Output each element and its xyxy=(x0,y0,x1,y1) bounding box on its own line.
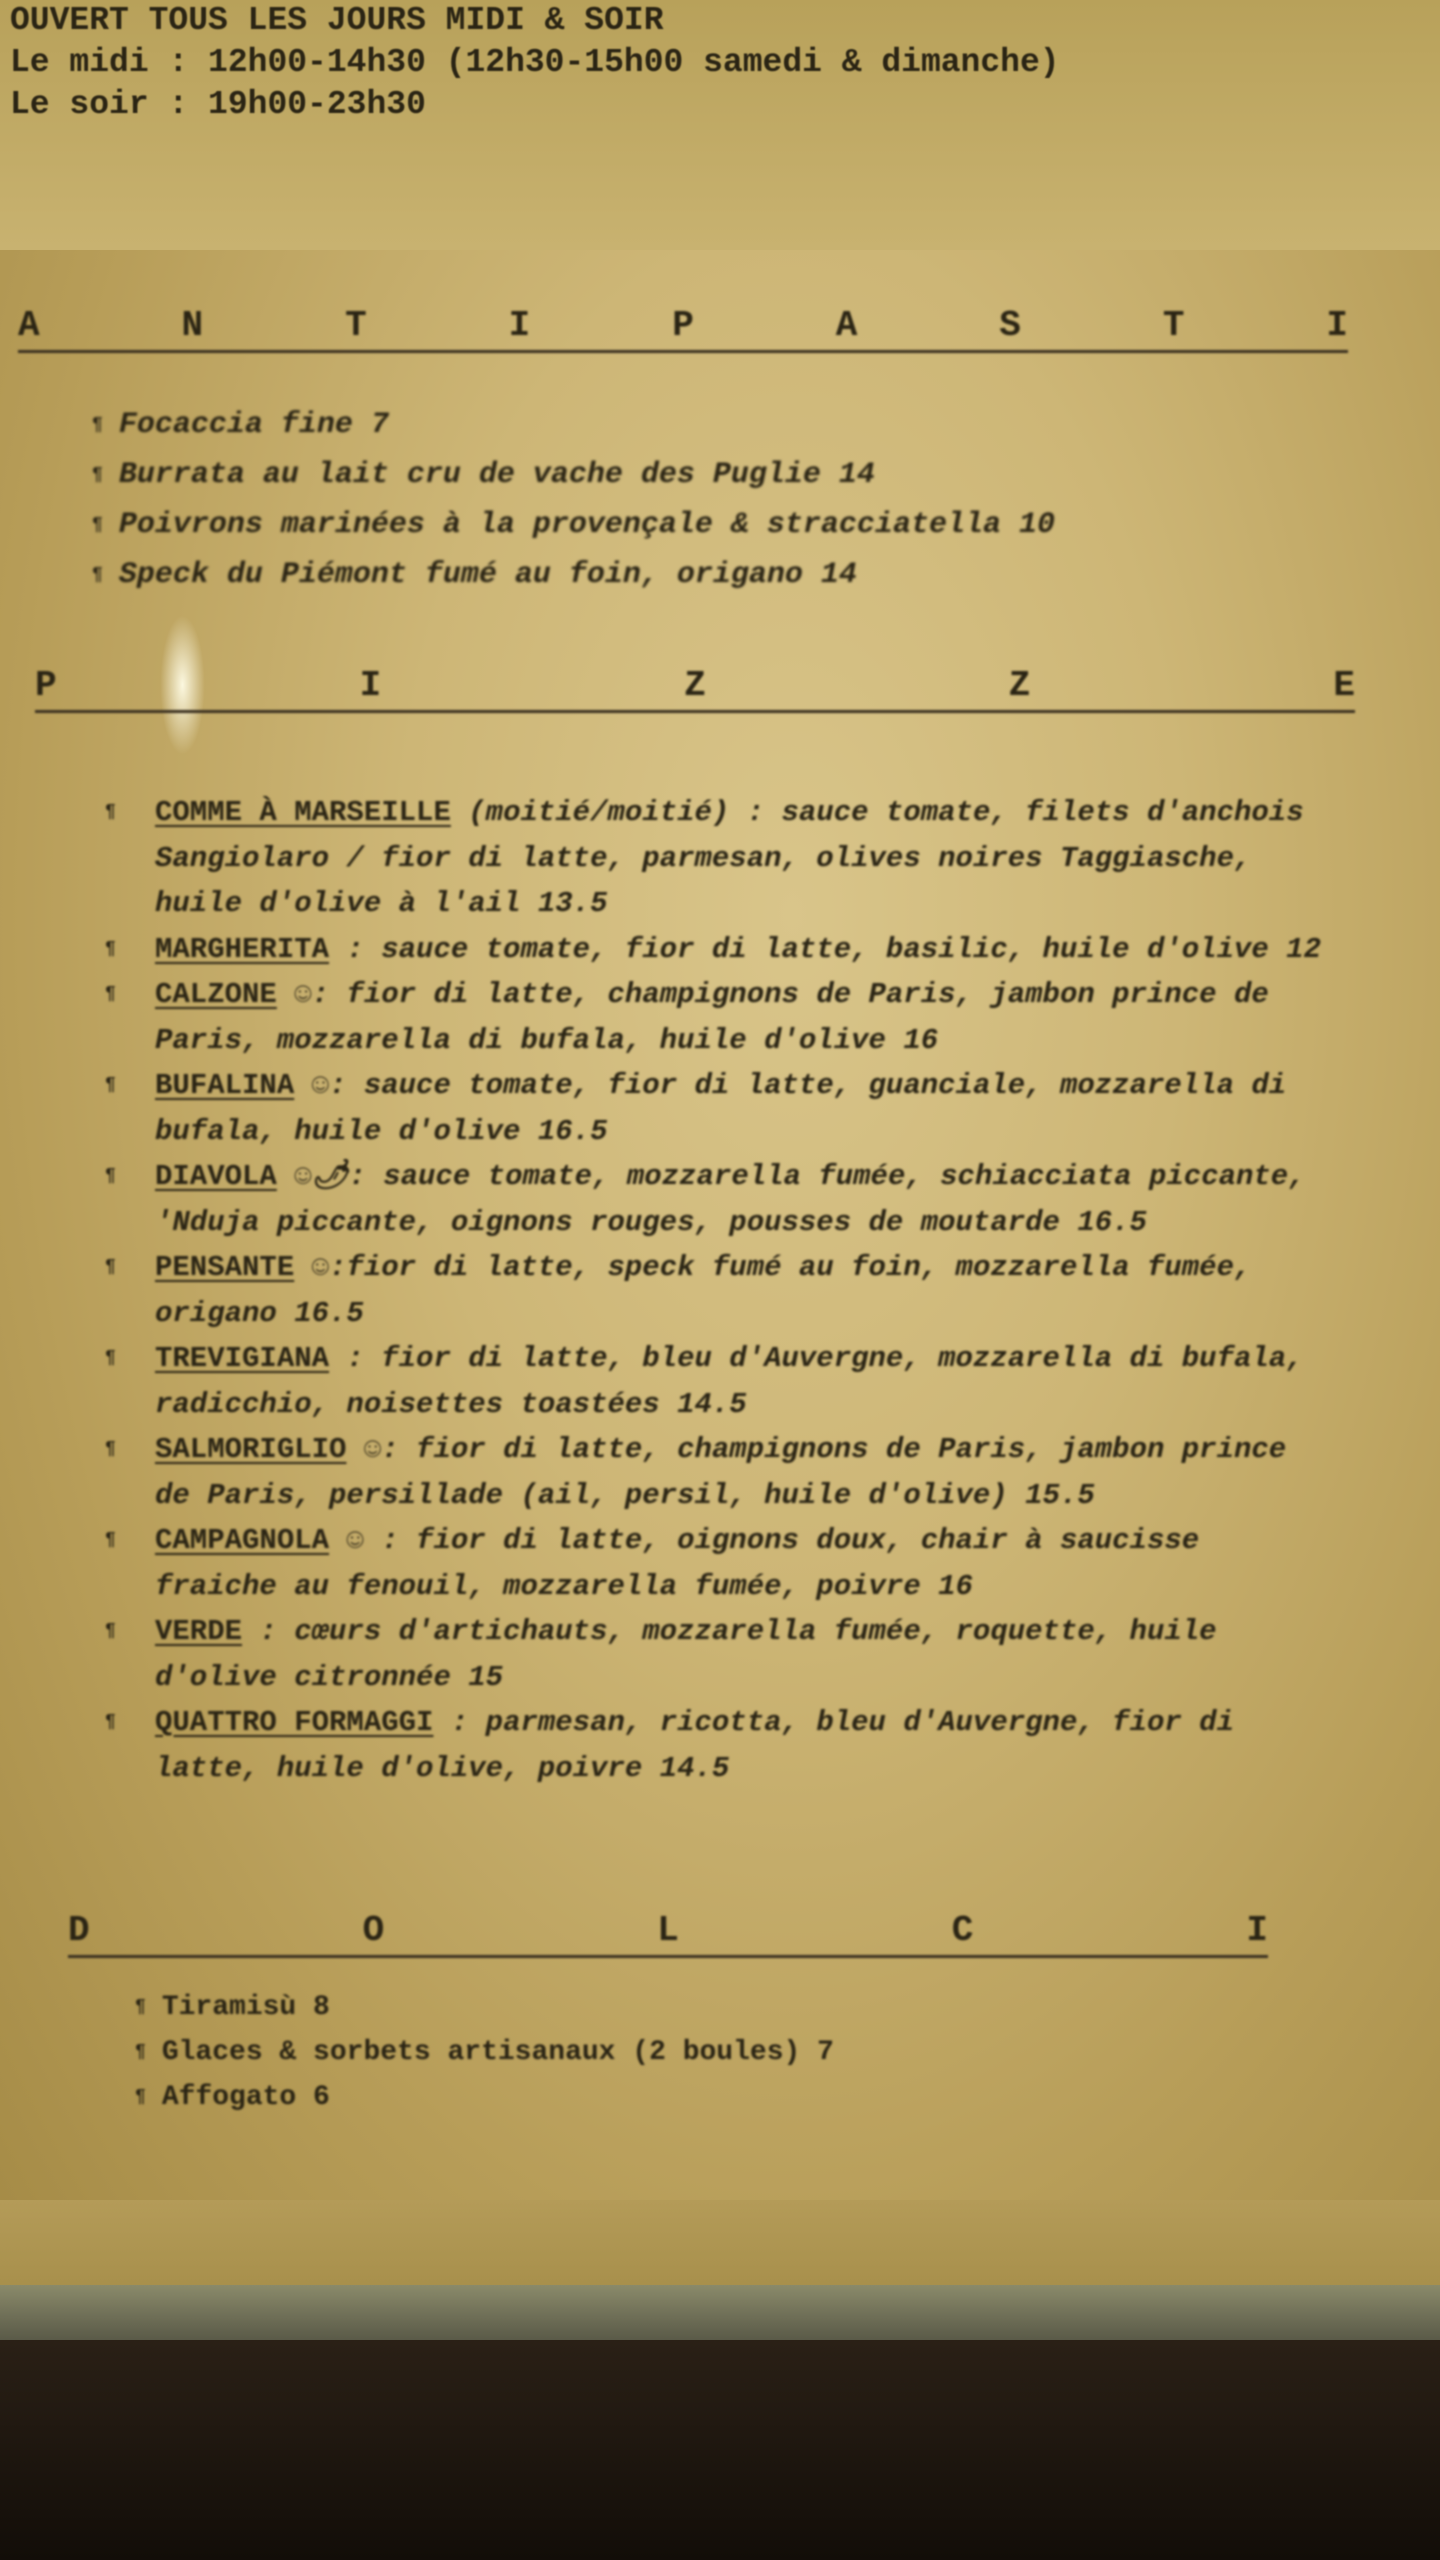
pilcrow-bullet-icon: ¶ xyxy=(105,1712,116,1732)
pizza-description: : fior di latte, bleu d'Auvergne, mozzarella di bufala, radicchio, noisettes toastées 14.5 xyxy=(155,1342,1304,1421)
title-letter: P xyxy=(35,665,57,706)
pilcrow-bullet-icon: ¶ xyxy=(135,1997,146,2017)
pizza-item xyxy=(105,1063,1335,1154)
section-title-pizze xyxy=(35,665,1355,713)
pilcrow-bullet-icon: ¶ xyxy=(105,1348,116,1368)
pilcrow-bullet-icon: ¶ xyxy=(92,415,103,435)
section-title-antipasti xyxy=(18,305,1348,353)
title-letter: Z xyxy=(684,665,706,706)
pilcrow-bullet-icon: ¶ xyxy=(92,565,103,585)
pizza-item xyxy=(105,790,1335,927)
title-letter: I xyxy=(1326,305,1348,346)
pizza-item xyxy=(105,1427,1335,1518)
antipasti-list xyxy=(92,400,1055,600)
title-letter: C xyxy=(951,1910,974,1951)
pilcrow-bullet-icon: ¶ xyxy=(105,1075,116,1095)
pizza-description: ☺: sauce tomate, fior di latte, guanciale, mozzarella di bufala, huile d'olive 16.5 xyxy=(155,1069,1287,1148)
pizza-item xyxy=(105,1336,1335,1427)
pilcrow-bullet-icon: ¶ xyxy=(135,2042,146,2062)
frame-edge xyxy=(0,2285,1440,2340)
title-letter: A xyxy=(18,305,40,346)
pilcrow-bullet-icon: ¶ xyxy=(105,984,116,1004)
pilcrow-bullet-icon: ¶ xyxy=(105,1621,116,1641)
pilcrow-bullet-icon: ¶ xyxy=(105,1439,116,1459)
pizza-description: ☺:fior di latte, speck fumé au foin, mozzarella fumée, origano 16.5 xyxy=(155,1251,1252,1330)
pizza-name: SALMORIGLIO xyxy=(155,1433,347,1466)
title-letter: S xyxy=(999,305,1021,346)
pizza-item xyxy=(105,1245,1335,1336)
list-item: ¶ Burrata au lait cru de vache des Puglie 14 xyxy=(92,458,875,492)
pizza-name: BUFALINA xyxy=(155,1069,295,1102)
title-letter: N xyxy=(181,305,204,346)
pizza-name: PENSANTE xyxy=(155,1251,295,1284)
list-item: ¶ Poivrons marinées à la provençale & stracciatella 10 xyxy=(92,508,1055,542)
pizza-item xyxy=(105,1518,1335,1609)
pizza-name: QUATTRO FORMAGGI xyxy=(155,1706,434,1739)
pizza-item xyxy=(105,927,1335,973)
opening-hours xyxy=(10,0,1060,126)
section-title-dolci xyxy=(68,1910,1268,1958)
pizza-name: CAMPAGNOLA xyxy=(155,1524,330,1557)
title-letter: L xyxy=(657,1910,679,1951)
pilcrow-bullet-icon: ¶ xyxy=(105,1166,116,1186)
title-letter: A xyxy=(835,305,858,346)
hours-line: Le midi : 12h00-14h30 (12h30-15h00 samedi & dimanche) xyxy=(10,44,1060,81)
pilcrow-bullet-icon: ¶ xyxy=(105,1530,116,1550)
pizza-name: MARGHERITA xyxy=(155,932,330,966)
title-letter: Z xyxy=(1008,665,1031,706)
pilcrow-bullet-icon: ¶ xyxy=(135,2087,146,2107)
pizza-item xyxy=(105,972,1335,1063)
pizza-description: ☺ : fior di latte, oignons doux, chair à saucisse fraiche au fenouil, mozzarella fumée, poivre 16 xyxy=(155,1524,1200,1603)
pilcrow-bullet-icon: ¶ xyxy=(105,938,116,959)
pilcrow-bullet-icon: ¶ xyxy=(92,465,103,485)
dolci-list xyxy=(135,1985,834,2120)
pizza-item xyxy=(105,1154,1335,1245)
title-letter: D xyxy=(68,1910,90,1951)
title-letter: O xyxy=(362,1910,385,1951)
title-letter: E xyxy=(1333,665,1355,706)
title-letter: T xyxy=(1162,305,1185,346)
pizza-description: : cœurs d'artichauts, mozzarella fumée, roquette, huile d'olive citronnée 15 xyxy=(155,1615,1217,1694)
list-item: ¶ Focaccia fine 7 xyxy=(92,408,389,442)
dark-background xyxy=(0,2340,1440,2560)
pizza-description: ☺: fior di latte, champignons de Paris, jambon prince de Paris, persillade (ail, persil, huile d'olive) 15.5 xyxy=(155,1433,1287,1512)
title-letter: P xyxy=(672,305,694,346)
pizza-description: ☺🌶: sauce tomate, mozzarella fumée, schiacciata piccante, 'Nduja piccante, oignons rouges, pousses de moutarde 16.5 xyxy=(155,1160,1306,1239)
pizza-name: CALZONE xyxy=(155,978,277,1011)
pilcrow-bullet-icon: ¶ xyxy=(92,515,103,535)
title-letter: T xyxy=(345,305,367,346)
hours-line: Le soir : 19h00-23h30 xyxy=(10,86,426,123)
pizza-description: (moitié/moitié) : sauce tomate, filets d'anchois Sangiolaro / fior di latte, parmesan, olives noires Taggiasche, huile d'olive à l'ail 13.5 xyxy=(155,796,1304,920)
title-letter: I xyxy=(359,665,382,706)
list-item: ¶ Tiramisù 8 xyxy=(135,1992,330,2023)
pizza-list xyxy=(105,790,1335,1791)
list-item: ¶ Affogato 6 xyxy=(135,2082,330,2113)
pizza-name: TREVIGIANA xyxy=(155,1342,330,1375)
pizza-name: COMME À MARSEILLE xyxy=(155,796,451,829)
pizza-item xyxy=(105,1609,1335,1700)
list-item: ¶ Glaces & sorbets artisanaux (2 boules) 7 xyxy=(135,2037,834,2068)
title-letter: I xyxy=(508,305,531,346)
pizza-name: DIAVOLA xyxy=(155,1160,277,1193)
pizza-description: ☺: fior di latte, champignons de Paris, jambon prince de Paris, mozzarella di bufala, huile d'olive 16 xyxy=(155,978,1269,1057)
title-letter: I xyxy=(1246,1910,1268,1951)
pilcrow-bullet-icon: ¶ xyxy=(105,802,116,822)
list-item: ¶ Speck du Piémont fumé au foin, origano 14 xyxy=(92,558,857,592)
sheet-bottom-band xyxy=(0,2200,1440,2285)
pizza-description: : parmesan, ricotta, bleu d'Auvergne, fior di latte, huile d'olive, poivre 14.5 xyxy=(155,1706,1234,1785)
pizza-description: : sauce tomate, fior di latte, basilic, huile d'olive 12 xyxy=(329,932,1321,966)
hours-line: OUVERT TOUS LES JOURS MIDI & SOIR xyxy=(10,2,664,39)
pilcrow-bullet-icon: ¶ xyxy=(105,1257,116,1277)
pizza-name: VERDE xyxy=(155,1615,243,1648)
pizza-item xyxy=(105,1700,1335,1791)
